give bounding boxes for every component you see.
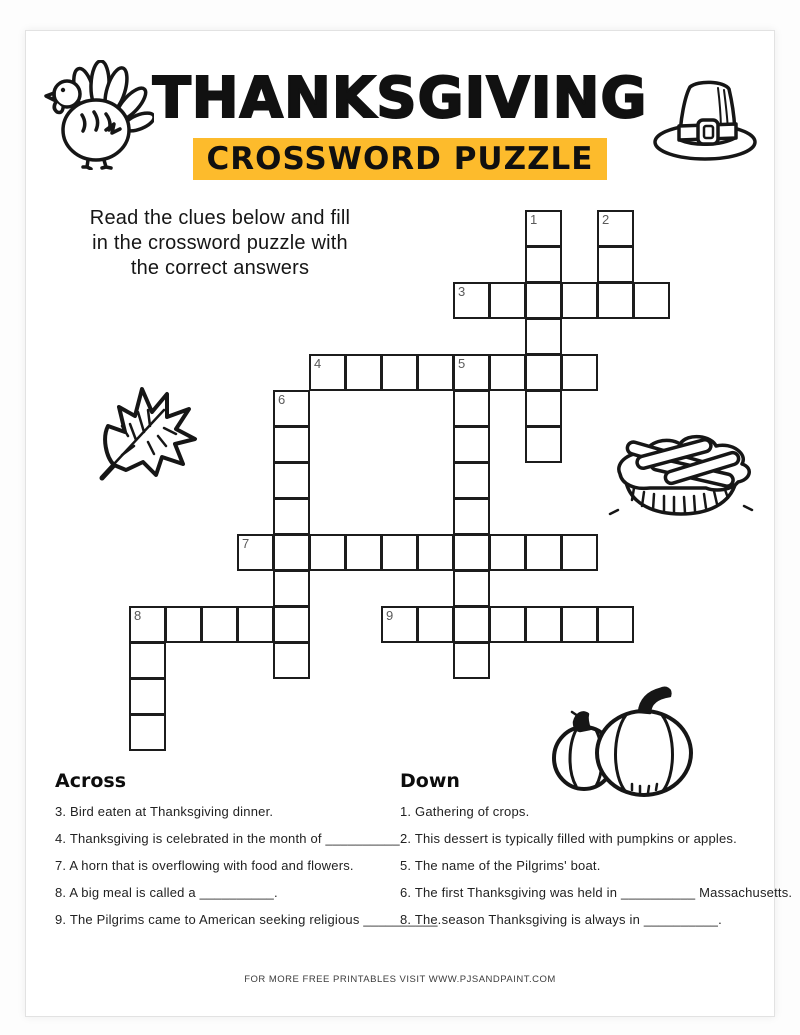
crossword-cell[interactable] bbox=[453, 390, 490, 427]
crossword-cell[interactable] bbox=[489, 282, 526, 319]
crossword-cell[interactable] bbox=[345, 354, 382, 391]
clue-number-label: 9 bbox=[386, 608, 394, 623]
clue-number-label: 5 bbox=[458, 356, 466, 371]
crossword-cell[interactable] bbox=[453, 534, 490, 571]
clue-item-across-3: 3. Bird eaten at Thanksgiving dinner. bbox=[55, 804, 274, 819]
clues-across-list bbox=[55, 804, 442, 927]
crossword-cell[interactable] bbox=[561, 354, 598, 391]
crossword-cell[interactable] bbox=[273, 606, 310, 643]
instructions-line: the correct answers bbox=[130, 257, 310, 279]
crossword-cell[interactable] bbox=[525, 606, 562, 643]
page-subtitle: CROSSWORD PUZZLE bbox=[193, 138, 608, 180]
crossword-cell[interactable] bbox=[597, 246, 634, 283]
crossword-cell[interactable] bbox=[201, 606, 238, 643]
crossword-cell[interactable] bbox=[525, 426, 562, 463]
clue-item-down-5: 5. The name of the Pilgrims' boat. bbox=[400, 858, 601, 873]
clue-item-down-2: 2. This dessert is typically filled with pumpkins or apples. bbox=[400, 831, 737, 846]
clue-number-label: 4 bbox=[314, 356, 322, 371]
crossword-cell[interactable] bbox=[597, 606, 634, 643]
crossword-cell[interactable] bbox=[417, 534, 454, 571]
footer-text: FOR MORE FREE PRINTABLES VISIT WWW.PJSANDPAINT.COM bbox=[244, 974, 556, 985]
crossword-cell[interactable] bbox=[453, 426, 490, 463]
crossword-cell[interactable] bbox=[453, 570, 490, 607]
crossword-cell[interactable] bbox=[381, 354, 418, 391]
crossword-cell[interactable] bbox=[453, 462, 490, 499]
crossword-cell[interactable] bbox=[237, 606, 274, 643]
clues-across-header: Across bbox=[55, 770, 127, 792]
crossword-cell[interactable] bbox=[525, 282, 562, 319]
crossword-cell[interactable] bbox=[561, 282, 598, 319]
crossword-cell[interactable] bbox=[525, 534, 562, 571]
crossword-cell[interactable] bbox=[309, 534, 346, 571]
crossword-cell[interactable] bbox=[273, 570, 310, 607]
clue-number-label: 2 bbox=[602, 212, 610, 227]
crossword-cell[interactable] bbox=[597, 282, 634, 319]
crossword-cell[interactable] bbox=[273, 426, 310, 463]
clue-number-label: 1 bbox=[530, 212, 538, 227]
clue-number-label: 8 bbox=[134, 608, 142, 623]
crossword-cell[interactable] bbox=[345, 534, 382, 571]
crossword-cell[interactable] bbox=[525, 354, 562, 391]
crossword-cell[interactable] bbox=[561, 534, 598, 571]
clue-item-across-4: 4. Thanksgiving is celebrated in the month of __________. bbox=[55, 831, 404, 846]
crossword-cell[interactable] bbox=[129, 714, 166, 751]
clue-item-down-8: 8. The season Thanksgiving is always in __________. bbox=[400, 912, 722, 927]
crossword-cell[interactable] bbox=[273, 642, 310, 679]
clues-down-list bbox=[400, 804, 793, 927]
crossword-cell[interactable] bbox=[633, 282, 670, 319]
crossword-cell[interactable] bbox=[525, 246, 562, 283]
crossword-cell[interactable] bbox=[525, 390, 562, 427]
instructions-line: Read the clues below and fill bbox=[89, 207, 351, 229]
clue-item-across-9: 9. The Pilgrims came to American seeking religious __________. bbox=[55, 912, 442, 927]
crossword-cell[interactable] bbox=[273, 462, 310, 499]
crossword-cell[interactable] bbox=[453, 498, 490, 535]
instructions-line: in the crossword puzzle with bbox=[92, 232, 348, 254]
clues-down-header: Down bbox=[400, 770, 460, 792]
crossword-cell[interactable] bbox=[417, 606, 454, 643]
clue-item-down-6: 6. The first Thanksgiving was held in __________ Massachusetts. bbox=[400, 885, 793, 900]
crossword-cell[interactable] bbox=[525, 318, 562, 355]
crossword-cell[interactable] bbox=[453, 606, 490, 643]
page-title: THANKSGIVING bbox=[152, 66, 648, 131]
clue-number-label: 6 bbox=[278, 392, 286, 407]
clue-item-across-7: 7. A horn that is overflowing with food and flowers. bbox=[55, 858, 354, 873]
clues-down-section bbox=[400, 770, 793, 939]
crossword-cell[interactable] bbox=[165, 606, 202, 643]
crossword-cell[interactable] bbox=[129, 678, 166, 715]
clue-item-across-8: 8. A big meal is called a __________. bbox=[55, 885, 278, 900]
crossword-cell[interactable] bbox=[273, 498, 310, 535]
crossword-cell[interactable] bbox=[489, 354, 526, 391]
crossword-cell[interactable] bbox=[561, 606, 598, 643]
crossword-cell[interactable] bbox=[417, 354, 454, 391]
crossword-cell[interactable] bbox=[453, 642, 490, 679]
crossword-cell[interactable] bbox=[381, 534, 418, 571]
clue-number-label: 7 bbox=[242, 536, 250, 551]
crossword-cell[interactable] bbox=[489, 606, 526, 643]
crossword-cell[interactable] bbox=[273, 534, 310, 571]
crossword-cell[interactable] bbox=[129, 642, 166, 679]
crossword-cell[interactable] bbox=[489, 534, 526, 571]
clue-item-down-1: 1. Gathering of crops. bbox=[400, 804, 530, 819]
clue-number-label: 3 bbox=[458, 284, 466, 299]
